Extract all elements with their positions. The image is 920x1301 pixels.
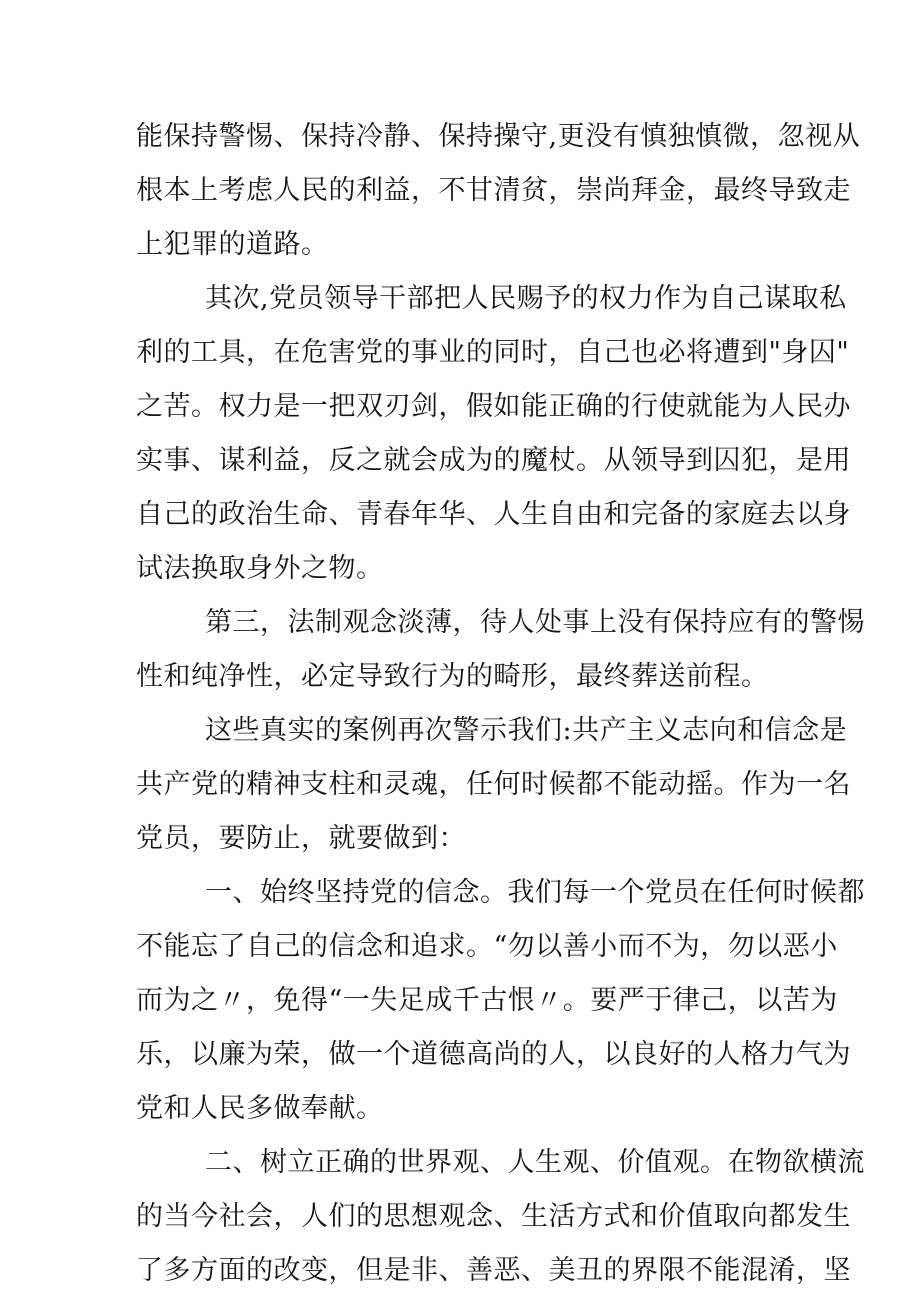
text-line: 自己的政治生命、青春年华、人生自由和完备的家庭去以身 [136,499,851,530]
text-line: 其次,党员领导干部把人民赐予的权力作为自己谋取私 [205,283,847,314]
text-line: 性和纯净性，必定导致行为的畸形，最终葬送前程。 [136,661,769,692]
text-line: 的当今社会，人们的思想观念、生活方式和价值取向都发生 [136,1201,851,1232]
text-line: 第三，法制观念淡薄，待人处事上没有保持应有的警惕 [205,607,865,638]
text-line: 二、树立正确的世界观、人生观、价值观。在物欲横流 [205,1147,865,1178]
text-line: 共产党的精神支柱和灵魂，任何时候都不能动摇。作为一名 [136,769,851,800]
text-line: 乐，以廉为荣，做一个道德高尚的人，以良好的人格力气为 [136,1039,851,1070]
text-line: 根本上考虑人民的利益，不甘清贫，崇尚拜金，最终导致走 [136,175,851,206]
text-line: 试法换取身外之物。 [136,553,384,584]
paragraph-1 [136,110,861,272]
paragraph-4 [136,704,851,866]
text-line: 利的工具，在危害党的事业的同时，自己也必将遭到"身囚" [136,337,850,368]
text-line: 实事、谋利益，反之就会成为的魔杖。从领导到囚犯，是用 [136,445,851,476]
paragraph-5 [136,866,865,1136]
text-line: 了多方面的改变，但是非、善恶、美丑的界限不能混淆，坚 [136,1255,851,1286]
paragraph-6 [136,1136,865,1298]
text-line: 之苦。权力是一把双刃剑，假如能正确的行使就能为人民办 [136,391,851,422]
text-line: 上犯罪的道路。 [136,229,329,260]
text-line: 这些真实的案例再次警示我们:共产主义志向和信念是 [205,715,848,746]
document-body [136,110,865,1298]
text-line: 能保持警惕、保持冷静、保持操守,更没有慎独慎微，忽视从 [136,121,861,152]
text-line: 党员，要防止，就要做到： [136,823,466,854]
text-line: 不能忘了自己的信念和追求。“勿以善小而不为，勿以恶小 [136,931,838,962]
text-line: 党和人民多做奉献。 [136,1093,384,1124]
text-line: 一、始终坚持党的信念。我们每一个党员在任何时候都 [205,877,865,908]
text-line: 而为之〃，免得“一失足成千古恨〃。要严于律己，以苦为 [136,985,838,1016]
paragraph-2 [136,272,851,596]
paragraph-3 [136,596,865,704]
